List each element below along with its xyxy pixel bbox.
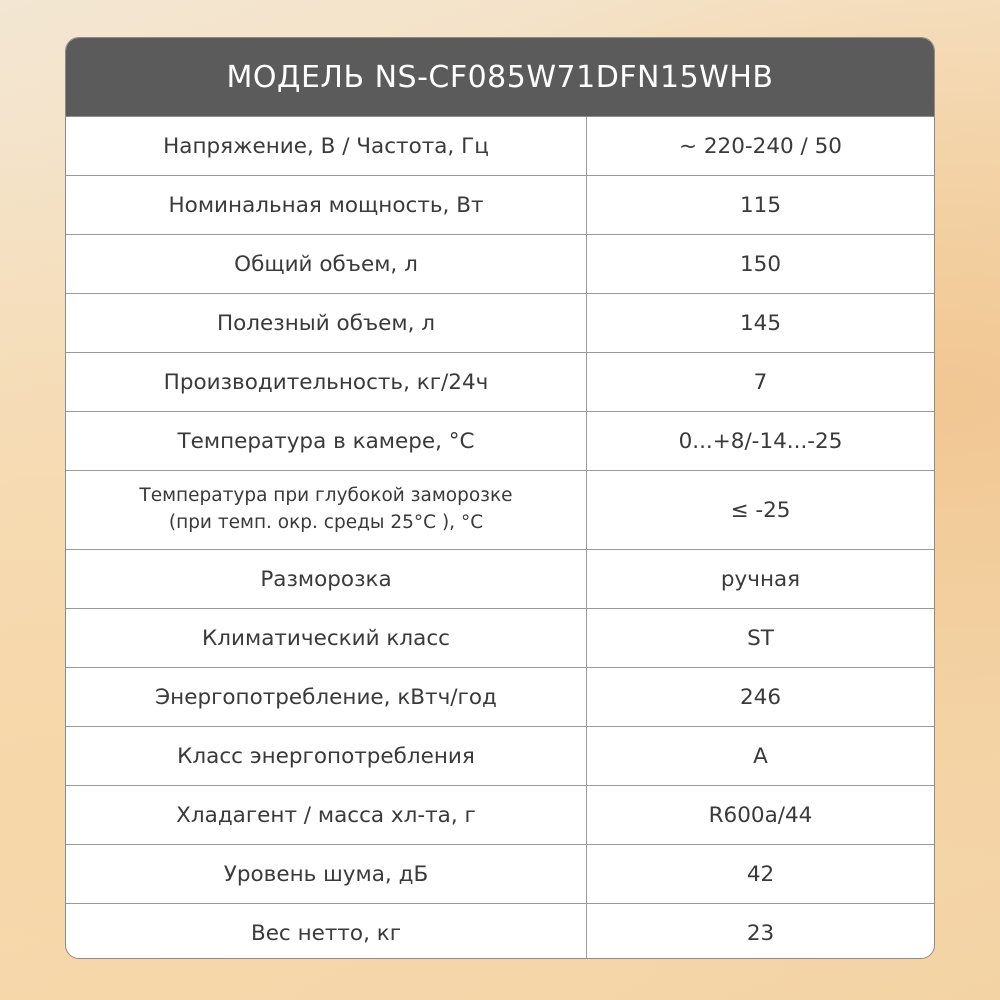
param-label: Производительность, кг/24ч (66, 353, 587, 411)
spec-row-voltage (66, 117, 934, 176)
param-value: ≤ -25 (730, 497, 791, 523)
spec-card (65, 37, 935, 959)
spec-row-capacity (66, 353, 934, 412)
param-label: Напряжение, В / Частота, Гц (66, 117, 587, 175)
param-value: 42 (746, 861, 775, 887)
param-value: A (753, 743, 768, 769)
spec-row-total-volume (66, 235, 934, 294)
param-label: Класс энергопотребления (66, 727, 587, 785)
param-label: Температура в камере, °С (66, 412, 587, 470)
param-value: 0...+8/-14...-25 (678, 428, 843, 454)
param-label-line1: Температура при глубокой заморозке (139, 485, 513, 507)
spec-row-energy-class (66, 727, 934, 786)
param-value: 150 (739, 251, 782, 277)
param-label: Энергопотребление, кВтч/год (66, 668, 587, 726)
param-label: Хладагент / масса хл-та, г (66, 786, 587, 844)
param-value: ST (747, 625, 774, 651)
spec-table (66, 117, 934, 959)
param-label (66, 471, 587, 549)
spec-row-power (66, 176, 934, 235)
spec-row-deep-freeze-temp (66, 471, 934, 550)
param-value: 23 (746, 921, 775, 946)
model-title: МОДЕЛЬ NS-CF085W71DFN15WHB (66, 38, 934, 117)
param-label: Разморозка (66, 550, 587, 608)
param-label-line2: (при темп. окр. среды 25°С ), °С (168, 512, 484, 533)
param-value: ручная (720, 566, 801, 592)
spec-row-useful-volume (66, 294, 934, 353)
param-label: Климатический класс (66, 609, 587, 667)
spec-row-noise-level (66, 845, 934, 904)
param-label: Вес нетто, кг (66, 904, 587, 959)
param-value: 145 (739, 310, 782, 336)
spec-row-climate-class (66, 609, 934, 668)
spec-row-refrigerant (66, 786, 934, 845)
param-value: ~ 220-240 / 50 (679, 133, 842, 159)
param-value: 115 (739, 192, 782, 218)
spec-row-defrost (66, 550, 934, 609)
param-label: Общий объем, л (66, 235, 587, 293)
spec-row-chamber-temp (66, 412, 934, 471)
param-label: Уровень шума, дБ (66, 845, 587, 903)
param-value: 7 (753, 369, 768, 395)
param-value: 246 (739, 684, 782, 710)
param-value: R600a/44 (708, 802, 813, 828)
param-label: Полезный объем, л (66, 294, 587, 352)
spec-row-energy-consumption (66, 668, 934, 727)
param-label: Номинальная мощность, Вт (66, 176, 587, 234)
spec-row-net-weight (66, 904, 934, 959)
